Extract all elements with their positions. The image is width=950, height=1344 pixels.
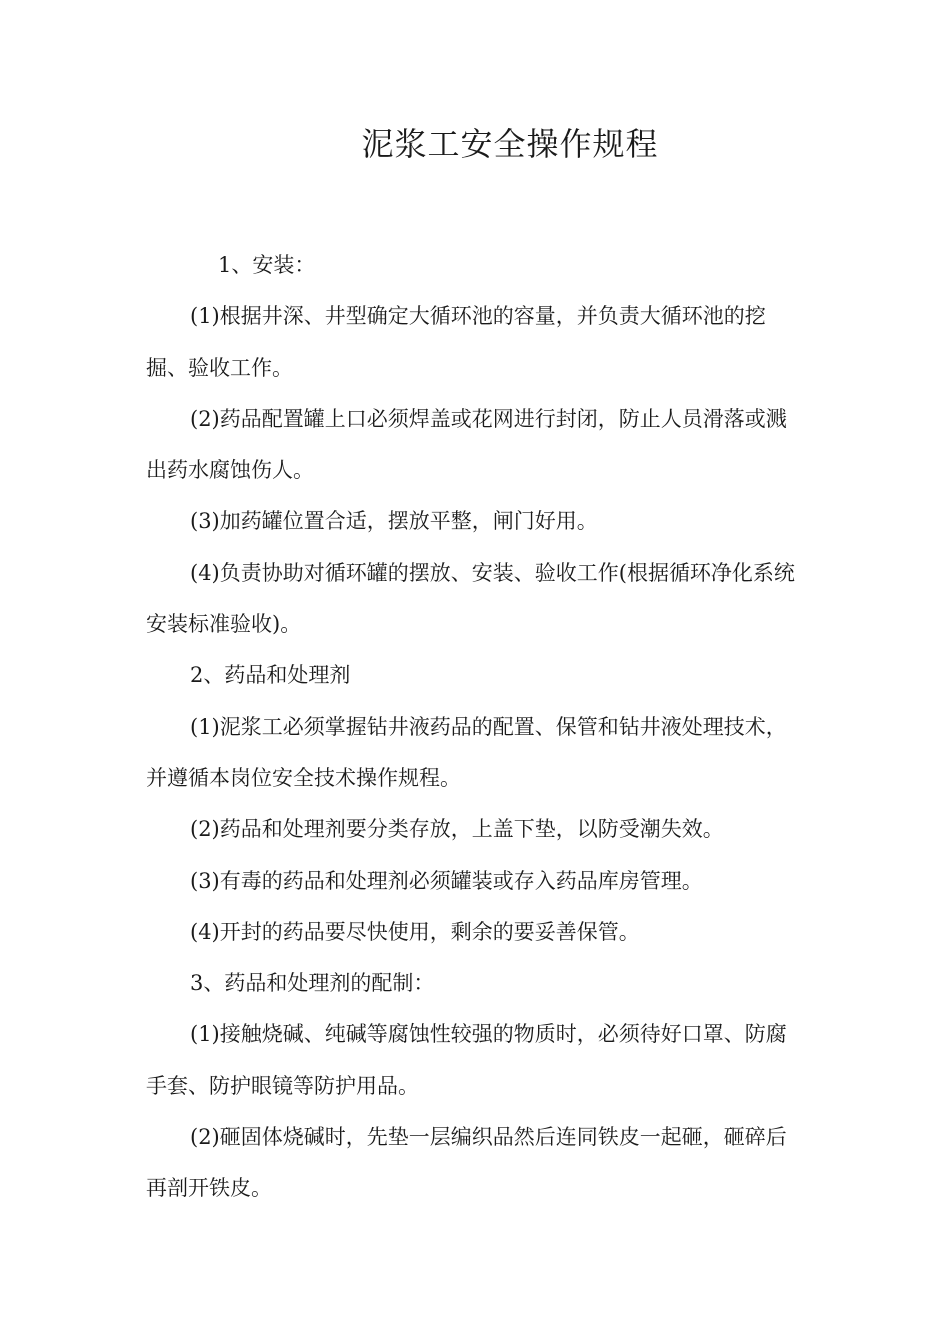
document-body: [146, 240, 806, 1215]
paragraph-13: (2)砸固体烧碱时，先垫一层编织品然后连同铁皮一起砸，砸碎后再剖开铁皮。: [146, 1125, 787, 1201]
paragraph-10: (4)开封的药品要尽快使用，剩余的要妥善保管。: [190, 919, 640, 944]
paragraph-1: 1、安装：: [218, 253, 316, 277]
document-title: 泥浆工安全操作规程: [361, 125, 659, 163]
paragraph-11: 3、药品和处理剂的配制：: [190, 971, 435, 996]
paragraph-7: (1)泥浆工必须掌握钻井液药品的配置、保管和钻井液处理技术，并遵循本岗位安全技术操作规程。: [146, 714, 787, 790]
paragraph-12: (1)接触烧碱、纯碱等腐蚀性较强的物质时，必须待好口罩、防腐手套、防护眼镜等防护用品。: [146, 1022, 787, 1098]
paragraph-2: (1)根据井深、井型确定大循环池的容量，并负责大循环池的挖掘、验收工作。: [146, 304, 766, 380]
paragraph-9: (3)有毒的药品和处理剂必须罐装或存入药品库房管理。: [190, 868, 703, 893]
paragraph-6: 2、药品和处理剂: [190, 663, 351, 688]
paragraph-5: (4)负责协助对循环罐的摆放、安装、验收工作(根据循环净化系统安装标准验收)。: [146, 560, 795, 637]
paragraph-3: (2)药品配置罐上口必须焊盖或花网进行封闭，防止人员滑落或溅出药水腐蚀伤人。: [146, 406, 787, 483]
paragraph-8: (2)药品和处理剂要分类存放，上盖下垫，以防受潮失效。: [190, 817, 724, 842]
paragraph-4: (3)加药罐位置合适，摆放平整，闸门好用。: [190, 509, 598, 534]
